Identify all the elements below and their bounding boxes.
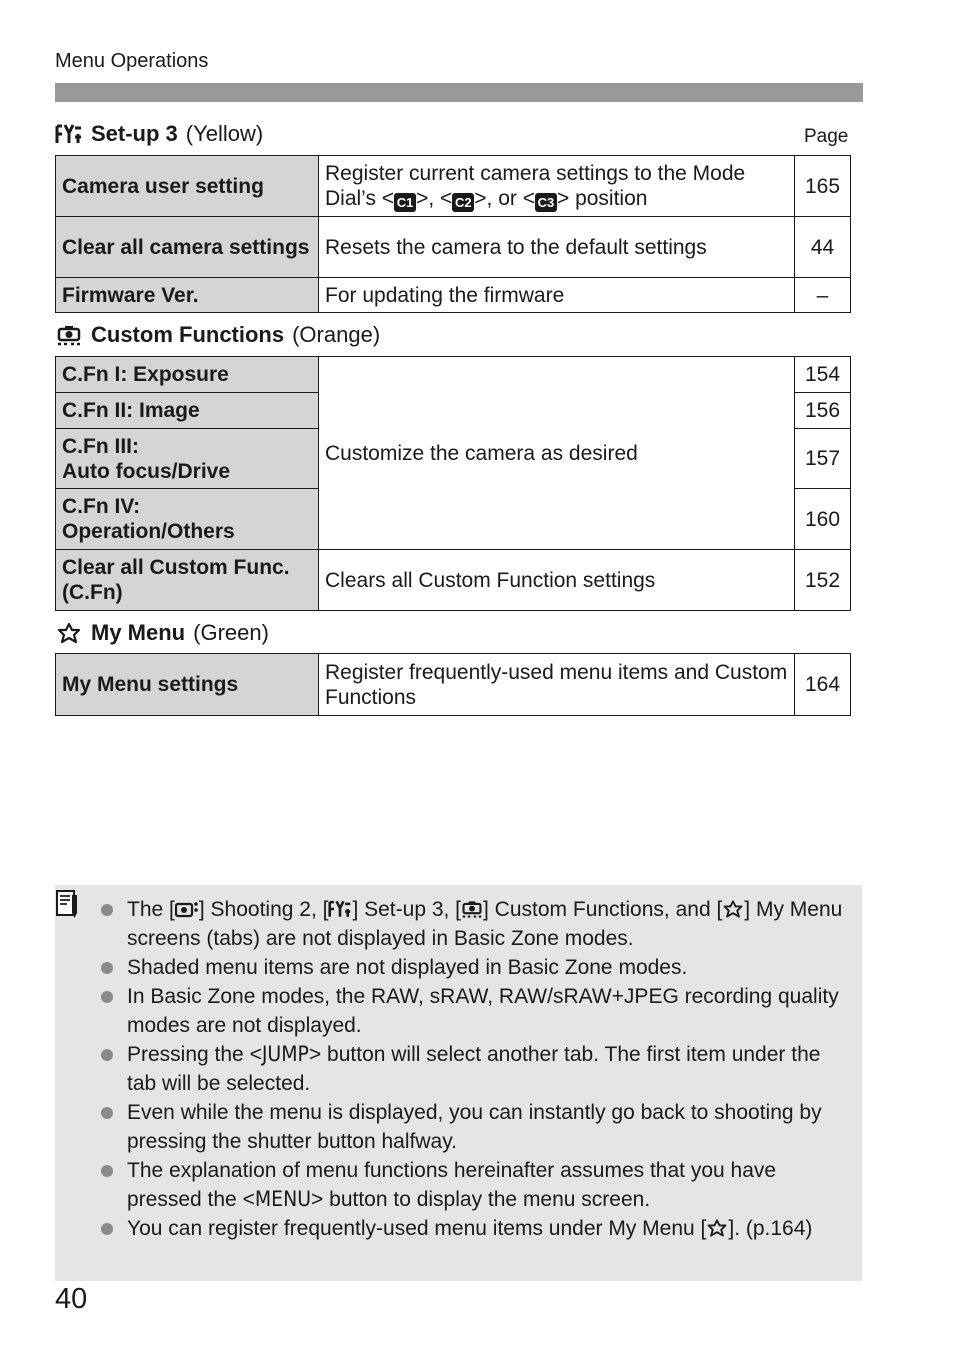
mode-c3-icon: C3 [535, 193, 557, 212]
setup3-heading [55, 121, 263, 147]
item-cell: Clear all camera settings [56, 217, 319, 278]
custom-functions-title: Custom Functions [91, 322, 285, 347]
shooting-tab-icon [175, 899, 199, 919]
desc-cell: Register frequently-used menu items and Custom Functions [319, 654, 795, 716]
custom-functions-table [55, 356, 851, 611]
custom-functions-color: (Orange) [292, 322, 381, 347]
table-row [56, 654, 851, 716]
custom-functions-icon [55, 323, 83, 347]
page-cell: 164 [795, 654, 851, 716]
running-header: Menu Operations [55, 50, 209, 72]
jump-button-label: JUMP [261, 1042, 309, 1066]
item-cell: C.Fn IV: Operation/Others [56, 489, 319, 550]
page-column-label: Page [804, 126, 849, 147]
page-cell: 152 [795, 550, 851, 611]
star-icon [722, 899, 744, 919]
item-cell: Camera user setting [56, 156, 319, 217]
my-menu-color: (Green) [193, 620, 269, 645]
menu-button-label: MENU [254, 1187, 312, 1211]
item-cell: C.Fn II: Image [56, 393, 319, 429]
desc-cell: Customize the camera as desired [319, 357, 795, 550]
star-icon [706, 1218, 728, 1238]
table-row [56, 550, 851, 611]
notes-list [98, 895, 848, 1243]
item-cell: C.Fn III: Auto focus/Drive [56, 429, 319, 489]
mode-c1-icon: C1 [394, 193, 416, 212]
table-row [56, 357, 851, 393]
note-item: You can register frequently-used menu items under My Menu [ ]. (p.164) [98, 1214, 848, 1243]
table-row [56, 217, 851, 278]
memo-icon [55, 889, 81, 924]
desc-cell: Clears all Custom Function settings [319, 550, 795, 611]
item-cell: Clear all Custom Func. (C.Fn) [56, 550, 319, 611]
page-cell: 157 [795, 429, 851, 489]
table-row [56, 156, 851, 217]
page-cell: 154 [795, 357, 851, 393]
custom-functions-icon [461, 899, 483, 919]
page-number: 40 [55, 1283, 88, 1315]
header-rule [55, 83, 863, 102]
my-menu-table [55, 653, 851, 716]
custom-functions-heading [55, 322, 380, 348]
wrench-icon [328, 899, 352, 919]
item-cell: C.Fn I: Exposure [56, 357, 319, 393]
wrench-icon [55, 122, 83, 146]
note-item: Shaded menu items are not displayed in Basic Zone modes. [98, 953, 848, 982]
mode-c2-icon: C2 [452, 193, 474, 212]
setup3-table [55, 155, 851, 313]
page-cell: 156 [795, 393, 851, 429]
page-cell: 165 [795, 156, 851, 217]
note-item: Pressing the <JUMP> button will select another tab. The first item under the tab will be selected. [98, 1040, 848, 1098]
desc-cell: Resets the camera to the default settings [319, 217, 795, 278]
desc-cell: Register current camera settings to the Mode Dial’s < C1 >, < C2 >, or < C3 > position [319, 156, 795, 217]
note-item: In Basic Zone modes, the RAW, sRAW, RAW/sRAW+JPEG recording quality modes are not displayed. [98, 982, 848, 1040]
my-menu-heading [55, 620, 269, 646]
page-cell: 160 [795, 489, 851, 550]
desc-cell: For updating the firmware [319, 278, 795, 313]
setup3-title: Set-up 3 [91, 121, 178, 146]
star-icon [55, 621, 83, 645]
table-row [56, 278, 851, 313]
note-item: The [ ] Shooting 2, [ ] Set-up 3, [ ] Custom Functions, and [ ] My Menu screens (tabs) are not displayed in Basic Zone modes. [98, 895, 848, 953]
my-menu-title: My Menu [91, 620, 186, 645]
note-item: Even while the menu is displayed, you can instantly go back to shooting by pressing the shutter button halfway. [98, 1098, 848, 1156]
item-cell: Firmware Ver. [56, 278, 319, 313]
item-cell: My Menu settings [56, 654, 319, 716]
note-item: The explanation of menu functions hereinafter assumes that you have pressed the <MENU> button to display the menu screen. [98, 1156, 848, 1214]
page-cell: – [795, 278, 851, 313]
setup3-color: (Yellow) [185, 121, 264, 146]
page-cell: 44 [795, 217, 851, 278]
